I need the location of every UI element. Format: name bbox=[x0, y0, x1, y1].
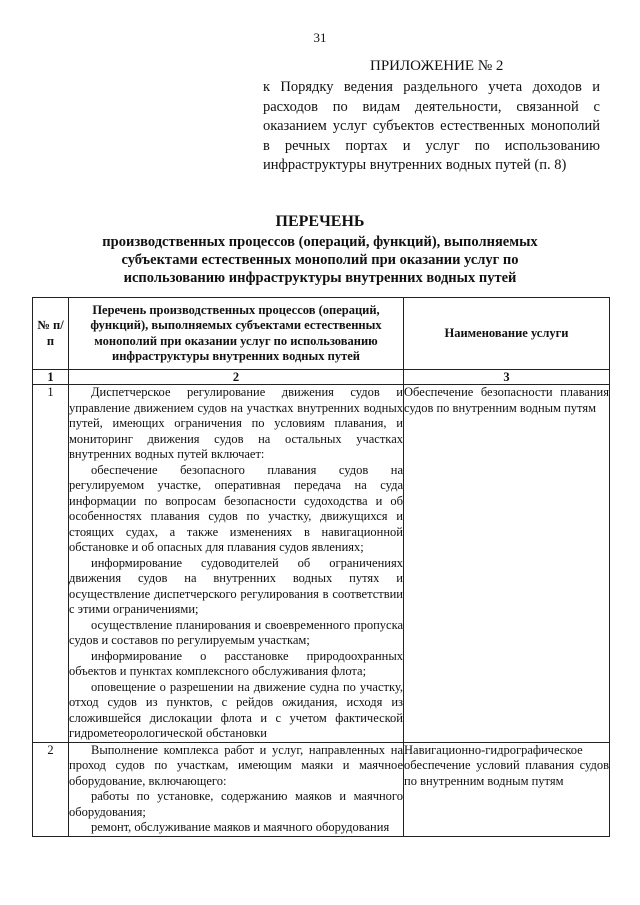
process-paragraph: обеспечение безопасного плавания судов на регулируемом участке, оперативная передача на суда информации по вопросам безопасности судоходства и об особенностях плавания судов по участку, движущихся и стоящих судах, а также изменениях в навигационной обстановке и об опасных для плавания судов явлениях; bbox=[69, 462, 403, 554]
header-service: Наименование услуги bbox=[404, 298, 610, 370]
column-number-row bbox=[33, 370, 610, 385]
column-number: 1 bbox=[33, 370, 69, 385]
process-paragraph: информирование судоводителей об ограничениях движения судов на внутренних водных путях и осуществление диспетчерского регулирования в соответствии с этими ограничениями; bbox=[69, 555, 403, 616]
document-heading: ПЕРЕЧЕНЬ bbox=[275, 213, 365, 230]
service-name: Обеспечение безопасности плавания судов по внутренним водным путям bbox=[404, 385, 610, 743]
column-number: 2 bbox=[69, 370, 404, 385]
table-header-row bbox=[33, 298, 610, 370]
process-paragraph: оповещение о разрешении на движение судна по участку, отход судов из пунктов, с рейдов ожидания, исходя из сложившейся дислокации флота и с учетом фактической гидрометеорологической обстановки bbox=[69, 679, 403, 740]
appendix-title: ПРИЛОЖЕНИЕ № 2 bbox=[370, 58, 504, 74]
appendix-subtitle: к Порядку ведения раздельного учета доходов и расходов по видам деятельности, связанной с оказанием услуг субъектов естественных монополий в речных портах и услуг по использованию инфраструктуры внутренних водных путей (п. 8) bbox=[263, 79, 600, 173]
header-processes: Перечень производственных процессов (операций, функций), выполняемых субъектами естественных монополий при оказании услуг по использованию инфраструктуры внутренних водных путей bbox=[69, 298, 404, 370]
table-row bbox=[33, 385, 610, 743]
process-paragraph: Выполнение комплекса работ и услуг, направленных на проход судов по участкам, имеющим маяки и маячное оборудование, включающего: bbox=[69, 742, 403, 788]
process-table bbox=[32, 297, 610, 837]
column-number: 3 bbox=[404, 370, 610, 385]
page-number: 31 bbox=[313, 30, 327, 45]
document-subheading: производственных процессов (операций, функций), выполняемых субъектами естественных монополий при оказании услуг по использованию инфраструктуры внутренних водных путей bbox=[102, 234, 538, 286]
process-paragraph: информирование о расстановке природоохранных объектов и пунктах комплексного обслуживания флота; bbox=[69, 648, 403, 678]
process-paragraph: работы по установке, содержанию маяков и маячного оборудования; bbox=[69, 789, 403, 819]
header-number: № п/п bbox=[33, 298, 69, 370]
process-description bbox=[69, 742, 404, 836]
process-description bbox=[69, 385, 404, 743]
process-paragraph: ремонт, обслуживание маяков и маячного оборудования bbox=[91, 820, 390, 834]
process-paragraph: Диспетчерское регулирование движения судов и управление движением судов на участках внутренних водных путей, имеющих ограничения по условиям плавания, и мониторинг движения судов на остальных участках внутренних водных путей включает: bbox=[69, 385, 403, 461]
table-row bbox=[33, 742, 610, 836]
row-number: 1 bbox=[33, 385, 69, 743]
service-name: Навигационно-гидрографическое обеспечение условий плавания судов по внутренним водным путям bbox=[404, 742, 610, 836]
row-number: 2 bbox=[33, 742, 69, 836]
process-paragraph: осуществление планирования и своевременного пропуска судов и составов по регулируемым участкам; bbox=[69, 617, 403, 647]
